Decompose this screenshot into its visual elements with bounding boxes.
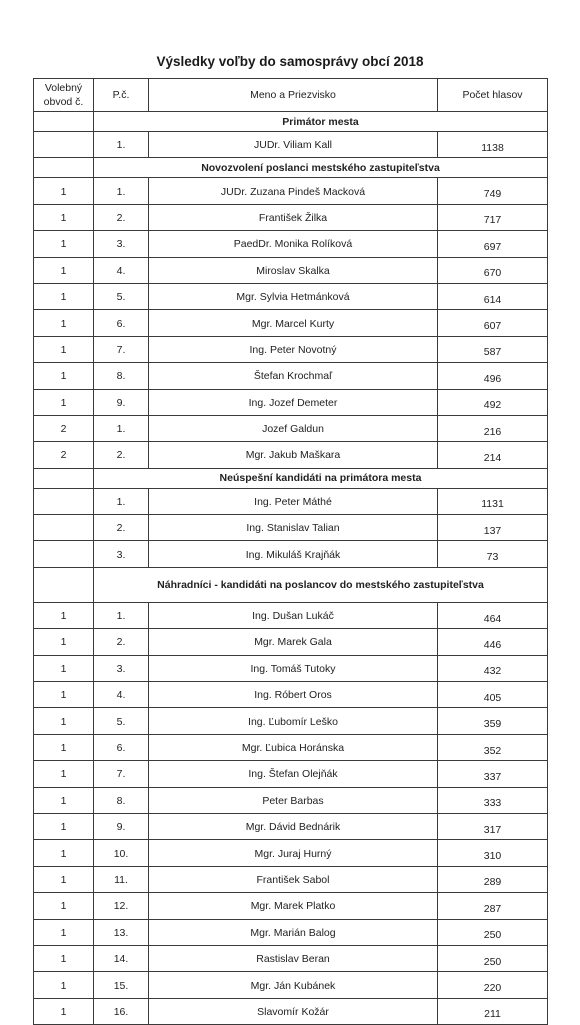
- cell-hlasy: 587: [438, 336, 548, 362]
- cell-hlasy: 464: [438, 602, 548, 628]
- cell-obvod: 1: [34, 283, 94, 309]
- cell-obvod: 1: [34, 257, 94, 283]
- cell-pc: 1.: [94, 415, 149, 441]
- cell-meno: Mgr. Juraj Hurný: [149, 840, 438, 866]
- cell-pc: 5.: [94, 283, 149, 309]
- table-row: [34, 602, 548, 628]
- table-row: [34, 132, 548, 158]
- cell-obvod: 1: [34, 231, 94, 257]
- cell-meno: PaedDr. Monika Rolíková: [149, 231, 438, 257]
- cell-meno: Ing. Tomáš Tutoky: [149, 655, 438, 681]
- cell-obvod: 1: [34, 734, 94, 760]
- cell-meno: Miroslav Skalka: [149, 257, 438, 283]
- cell-meno: Ing. Róbert Oros: [149, 682, 438, 708]
- cell-meno: Mgr. Jakub Maškara: [149, 442, 438, 468]
- cell-hlasy: 352: [438, 734, 548, 760]
- cell-hlasy: 749: [438, 178, 548, 204]
- table-row: [34, 363, 548, 389]
- cell-meno: Ing. Jozef Demeter: [149, 389, 438, 415]
- cell-hlasy: 670: [438, 257, 548, 283]
- cell-obvod: [34, 132, 94, 158]
- cell-hlasy: 287: [438, 893, 548, 919]
- cell-meno: Rastislav Beran: [149, 945, 438, 971]
- cell-hlasy: 211: [438, 998, 548, 1024]
- cell-meno: Ing. Peter Novotný: [149, 336, 438, 362]
- cell-obvod: 2: [34, 415, 94, 441]
- cell-meno: Ing. Peter Máthé: [149, 488, 438, 514]
- cell-obvod: 1: [34, 945, 94, 971]
- results-body: [34, 112, 548, 1025]
- page-title: Výsledky voľby do samosprávy obcí 2018: [156, 54, 424, 69]
- cell-obvod: 1: [34, 389, 94, 415]
- cell-meno: Mgr. Marián Balog: [149, 919, 438, 945]
- cell-meno: JUDr. Viliam Kall: [149, 132, 438, 158]
- cell-pc: 5.: [94, 708, 149, 734]
- section-spacer-cell: [34, 158, 94, 178]
- cell-obvod: [34, 515, 94, 541]
- cell-hlasy: 446: [438, 629, 548, 655]
- cell-obvod: [34, 488, 94, 514]
- table-row: [34, 972, 548, 998]
- section-title: Náhradníci - kandidáti na poslancov do mestského zastupiteľstva: [94, 567, 548, 602]
- header-pc: P.č.: [94, 79, 149, 112]
- cell-obvod: 1: [34, 761, 94, 787]
- cell-pc: 11.: [94, 866, 149, 892]
- section-title: Neúspešní kandidáti na primátora mesta: [94, 468, 548, 488]
- cell-hlasy: 405: [438, 682, 548, 708]
- cell-obvod: 1: [34, 998, 94, 1024]
- cell-hlasy: 250: [438, 945, 548, 971]
- table-row: [34, 541, 548, 567]
- cell-hlasy: 492: [438, 389, 548, 415]
- cell-pc: 16.: [94, 998, 149, 1024]
- table-row: [34, 734, 548, 760]
- cell-obvod: 1: [34, 629, 94, 655]
- cell-meno: Mgr. Marek Gala: [149, 629, 438, 655]
- cell-hlasy: 137: [438, 515, 548, 541]
- cell-obvod: 1: [34, 813, 94, 839]
- section-spacer-cell: [34, 112, 94, 132]
- cell-obvod: 1: [34, 866, 94, 892]
- cell-pc: 9.: [94, 813, 149, 839]
- section-header-row: [34, 158, 548, 178]
- table-row: [34, 389, 548, 415]
- cell-pc: 3.: [94, 231, 149, 257]
- cell-hlasy: 310: [438, 840, 548, 866]
- cell-pc: 8.: [94, 363, 149, 389]
- section-title: Novozvolení poslanci mestského zastupiteľstva: [94, 158, 548, 178]
- cell-hlasy: 317: [438, 813, 548, 839]
- cell-hlasy: 614: [438, 283, 548, 309]
- cell-pc: 2.: [94, 629, 149, 655]
- cell-hlasy: 496: [438, 363, 548, 389]
- table-row: [34, 708, 548, 734]
- cell-pc: 15.: [94, 972, 149, 998]
- cell-pc: 6.: [94, 310, 149, 336]
- cell-meno: Ing. Stanislav Talian: [149, 515, 438, 541]
- cell-pc: 7.: [94, 336, 149, 362]
- table-row: [34, 257, 548, 283]
- cell-obvod: 1: [34, 840, 94, 866]
- cell-hlasy: 216: [438, 415, 548, 441]
- table-row: [34, 787, 548, 813]
- cell-obvod: 1: [34, 919, 94, 945]
- cell-obvod: 1: [34, 178, 94, 204]
- table-row: [34, 442, 548, 468]
- table-row: [34, 761, 548, 787]
- cell-pc: 2.: [94, 442, 149, 468]
- table-row: [34, 488, 548, 514]
- cell-obvod: 1: [34, 336, 94, 362]
- table-row: [34, 655, 548, 681]
- cell-pc: 2.: [94, 515, 149, 541]
- cell-obvod: 1: [34, 310, 94, 336]
- cell-pc: 8.: [94, 787, 149, 813]
- section-header-row: [34, 112, 548, 132]
- cell-meno: Peter Barbas: [149, 787, 438, 813]
- table-row: [34, 945, 548, 971]
- cell-hlasy: 73: [438, 541, 548, 567]
- cell-meno: Ing. Mikuláš Krajňák: [149, 541, 438, 567]
- cell-hlasy: 214: [438, 442, 548, 468]
- cell-hlasy: 333: [438, 787, 548, 813]
- table-row: [34, 682, 548, 708]
- cell-meno: Ing. Dušan Lukáč: [149, 602, 438, 628]
- table-row: [34, 813, 548, 839]
- cell-pc: 6.: [94, 734, 149, 760]
- header-hlasy: Počet hlasov: [438, 79, 548, 112]
- section-spacer-cell: [34, 468, 94, 488]
- cell-obvod: 1: [34, 204, 94, 230]
- cell-hlasy: 337: [438, 761, 548, 787]
- cell-meno: Mgr. Ľubica Horánska: [149, 734, 438, 760]
- cell-meno: Ing. Štefan Olejňák: [149, 761, 438, 787]
- cell-meno: František Žilka: [149, 204, 438, 230]
- table-row: [34, 283, 548, 309]
- cell-meno: František Sabol: [149, 866, 438, 892]
- cell-pc: 1.: [94, 132, 149, 158]
- cell-meno: Mgr. Marcel Kurty: [149, 310, 438, 336]
- table-row: [34, 840, 548, 866]
- header-obvod: Volebný obvod č.: [34, 79, 94, 112]
- cell-obvod: 1: [34, 708, 94, 734]
- cell-meno: Mgr. Marek Platko: [149, 893, 438, 919]
- cell-pc: 1.: [94, 602, 149, 628]
- cell-pc: 2.: [94, 204, 149, 230]
- table-row: [34, 629, 548, 655]
- cell-pc: 14.: [94, 945, 149, 971]
- results-table: [33, 78, 548, 1025]
- cell-meno: Mgr. Dávid Bednárik: [149, 813, 438, 839]
- cell-hlasy: 1131: [438, 488, 548, 514]
- cell-pc: 1.: [94, 488, 149, 514]
- cell-pc: 3.: [94, 541, 149, 567]
- cell-pc: 1.: [94, 178, 149, 204]
- table-row: [34, 515, 548, 541]
- table-row: [34, 415, 548, 441]
- cell-hlasy: 359: [438, 708, 548, 734]
- cell-obvod: 1: [34, 655, 94, 681]
- cell-meno: JUDr. Zuzana Pindeš Macková: [149, 178, 438, 204]
- cell-hlasy: 607: [438, 310, 548, 336]
- cell-meno: Slavomír Kožár: [149, 998, 438, 1024]
- cell-pc: 3.: [94, 655, 149, 681]
- cell-hlasy: 250: [438, 919, 548, 945]
- section-spacer-cell: [34, 567, 94, 602]
- cell-pc: 4.: [94, 682, 149, 708]
- cell-pc: 10.: [94, 840, 149, 866]
- cell-pc: 9.: [94, 389, 149, 415]
- table-row: [34, 204, 548, 230]
- table-row: [34, 998, 548, 1024]
- cell-hlasy: 1138: [438, 132, 548, 158]
- cell-obvod: 1: [34, 893, 94, 919]
- section-header-row: [34, 567, 548, 602]
- table-row: [34, 893, 548, 919]
- cell-obvod: 1: [34, 363, 94, 389]
- cell-meno: Mgr. Ján Kubánek: [149, 972, 438, 998]
- cell-pc: 7.: [94, 761, 149, 787]
- cell-meno: Ing. Ľubomír Leško: [149, 708, 438, 734]
- table-row: [34, 866, 548, 892]
- header-row: [34, 79, 548, 112]
- cell-meno: Štefan Krochmaľ: [149, 363, 438, 389]
- cell-meno: Jozef Galdun: [149, 415, 438, 441]
- header-meno: Meno a Priezvisko: [149, 79, 438, 112]
- cell-pc: 12.: [94, 893, 149, 919]
- cell-obvod: 1: [34, 787, 94, 813]
- cell-obvod: [34, 541, 94, 567]
- cell-obvod: 1: [34, 682, 94, 708]
- cell-obvod: 1: [34, 602, 94, 628]
- section-title: Primátor mesta: [94, 112, 548, 132]
- cell-hlasy: 220: [438, 972, 548, 998]
- cell-meno: Mgr. Sylvia Hetmánková: [149, 283, 438, 309]
- cell-hlasy: 432: [438, 655, 548, 681]
- cell-pc: 4.: [94, 257, 149, 283]
- table-row: [34, 178, 548, 204]
- section-header-row: [34, 468, 548, 488]
- cell-hlasy: 697: [438, 231, 548, 257]
- table-row: [34, 336, 548, 362]
- cell-obvod: 2: [34, 442, 94, 468]
- table-row: [34, 310, 548, 336]
- table-row: [34, 919, 548, 945]
- cell-hlasy: 717: [438, 204, 548, 230]
- cell-hlasy: 289: [438, 866, 548, 892]
- cell-pc: 13.: [94, 919, 149, 945]
- table-row: [34, 231, 548, 257]
- cell-obvod: 1: [34, 972, 94, 998]
